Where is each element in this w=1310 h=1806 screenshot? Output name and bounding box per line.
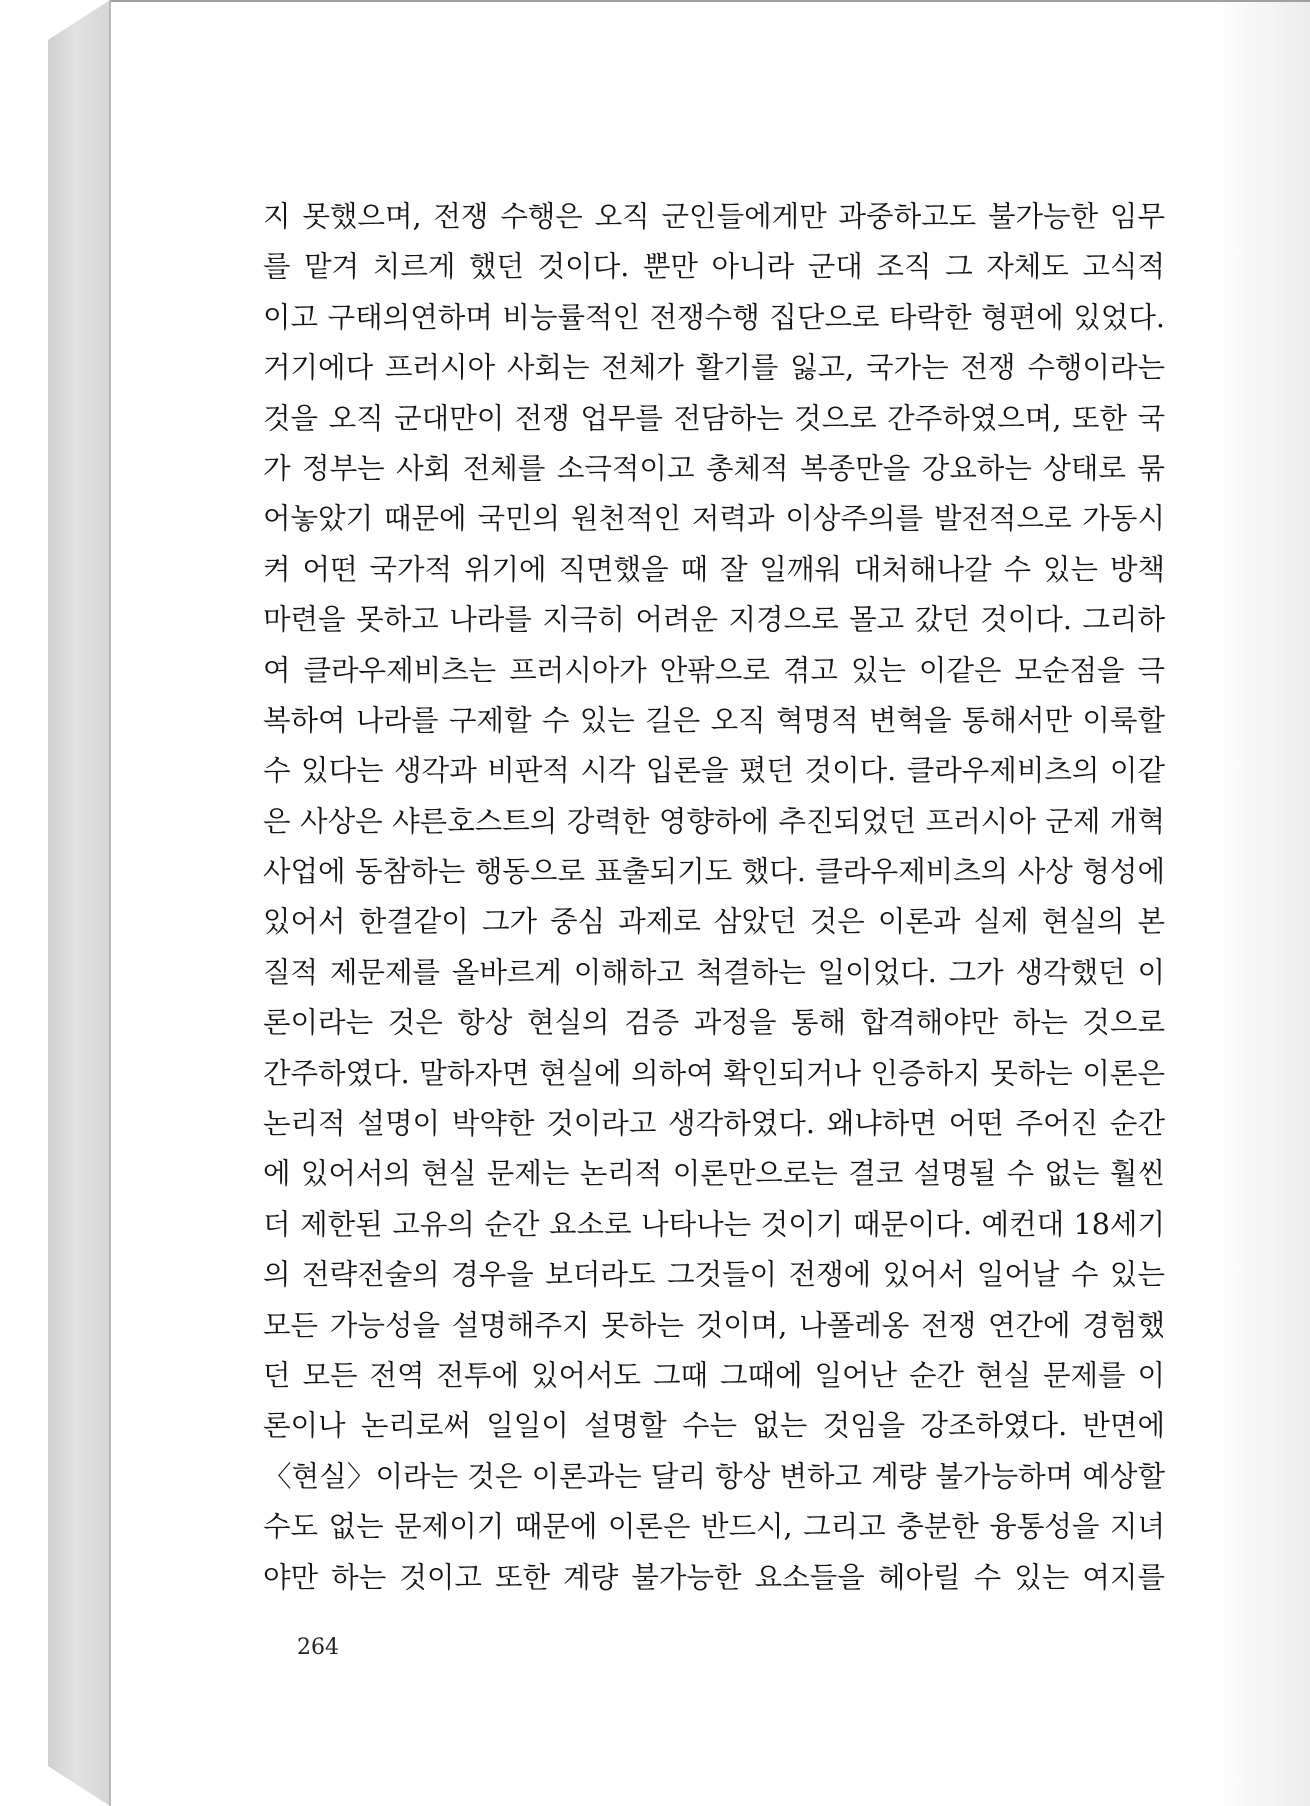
text-line: 질적 제문제를 올바르게 이해하고 척결하는 일이었다. 그가 생각했던 이 [263,955,1165,989]
text-line: 론이나 논리로써 일일이 설명할 수는 없는 것임을 강조하였다. 반면에 [263,1409,1165,1443]
book-spine [48,0,110,1806]
text-line: 에 있어서의 현실 문제는 논리적 이론만으로는 결코 설명될 수 없는 훨씬 [263,1157,1165,1191]
text-line: 더 제한된 고유의 순간 요소로 나타나는 것이기 때문이다. 예컨대 18세기 [263,1207,1165,1241]
text-line: 모든 가능성을 설명해주지 못하는 것이며, 나폴레옹 전쟁 연간에 경험했 [263,1308,1165,1342]
text-line: 지 못했으며, 전쟁 수행은 오직 군인들에게만 과중하고도 불가능한 임무 [263,200,1165,233]
text-line: 켜 어떤 국가적 위기에 직면했을 때 잘 일깨워 대처해나갈 수 있는 방책 [263,552,1165,586]
text-line: 마련을 못하고 나라를 지극히 어려운 지경으로 몰고 갔던 것이다. 그리하 [263,603,1165,637]
text-line: 를 맡겨 치르게 했던 것이다. 뿐만 아니라 군대 조직 그 자체도 고식적 [263,250,1165,284]
text-line: 의 전략전술의 경우을 보더라도 그것들이 전쟁에 있어서 일어날 수 있는 [263,1258,1165,1292]
text-line: 사업에 동참하는 행동으로 표출되기도 했다. 클라우제비츠의 사상 형성에 [263,855,1165,889]
text-line: 이고 구태의연하며 비능률적인 전쟁수행 집단으로 타락한 형편에 있었다. [263,300,1165,334]
text-line: 있어서 한결같이 그가 중심 과제로 삼았던 것은 이론과 실제 현실의 본 [263,905,1165,939]
text-line: 야만 하는 것이고 또한 계량 불가능한 요소들을 헤아릴 수 있는 여지를 [263,1560,1165,1594]
text-line: 여 클라우제비츠는 프러시아가 안팎으로 겪고 있는 이같은 모순점을 극 [263,653,1165,687]
text-line: 논리적 설명이 박약한 것이라고 생각하였다. 왜냐하면 어떤 주어진 순간 [263,1107,1165,1141]
body-text [263,192,1165,1603]
text-line: 간주하였다. 말하자면 현실에 의하여 확인되거나 인증하지 못하는 이론은 [263,1056,1165,1090]
text-line: 〈현실〉이라는 것은 이론과는 달리 항상 변하고 계량 불가능하며 예상할 [263,1459,1165,1493]
text-line: 가 정부는 사회 전체를 소극적이고 총체적 복종만을 강요하는 상태로 묶 [263,451,1165,485]
text-line: 거기에다 프러시아 사회는 전체가 활기를 잃고, 국가는 전쟁 수행이라는 [263,351,1165,385]
book-page [111,0,1310,1806]
text-line: 수도 없는 문제이기 때문에 이론은 반드시, 그리고 충분한 융통성을 지녀 [263,1510,1165,1544]
text-line: 어놓았기 때문에 국민의 원천적인 저력과 이상주의를 발전적으로 가동시 [263,502,1165,536]
text-line: 수 있다는 생각과 비판적 시각 입론을 폈던 것이다. 클라우제비츠의 이같 [263,754,1165,788]
text-line: 복하여 나라를 구제할 수 있는 길은 오직 혁명적 변혁을 통해서만 이룩할 [263,703,1165,737]
text-line: 던 모든 전역 전투에 있어서도 그때 그때에 일어난 순간 현실 문제를 이 [263,1358,1165,1392]
text-line: 것을 오직 군대만이 전쟁 업무를 전담하는 것으로 간주하였으며, 또한 국 [263,401,1165,435]
text-line: 은 사상은 샤른호스트의 강력한 영향하에 추진되었던 프러시아 군제 개혁 [263,804,1165,838]
text-line: 론이라는 것은 항상 현실의 검증 과정을 통해 합격해야만 하는 것으로 [263,1006,1165,1040]
page-number: 264 [297,1635,339,1660]
